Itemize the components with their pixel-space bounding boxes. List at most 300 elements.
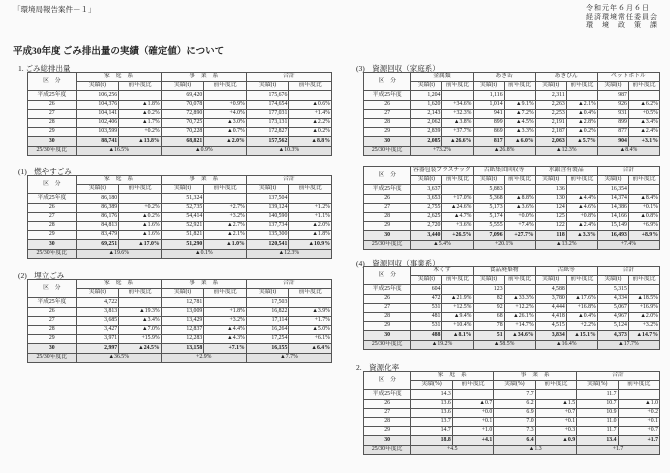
table-cell: +17.0% [442,194,473,203]
table-cell: 14.3 [411,390,452,399]
group-header: 事 業 系 [161,280,246,289]
table-cell: ▲0.7 [452,399,493,408]
table-cell: 16,493 [597,231,628,240]
unit-header: 実績(t) [473,82,504,91]
table-cell: 17,503 [246,298,289,307]
group-header: 家 庭 系 [76,280,161,289]
table-cell: 3,637 [411,185,442,194]
sec1-title: 1. ごみ総排出量 [18,64,71,73]
footer-value: ▲12.3% [246,249,331,258]
table-cell: 2,187 [535,128,566,137]
table-cell: ▲19.3% [119,307,162,316]
ratio-header: 前年度比 [289,185,332,194]
table-cell: ▲8.8% [289,137,332,146]
sec2-table [363,371,660,455]
sec3-table-b [363,166,660,250]
group-header: 水銀含有製品 [535,167,597,176]
table-cell [504,91,535,100]
table-cell: 488 [411,331,442,340]
table-cell: 4,373 [597,331,628,340]
table-cell: +16.8% [566,303,597,312]
committee: 経済環境常任委員会 [586,12,658,21]
footer-value: ▲19.2% [411,340,473,349]
table-cell: ▲0.6% [289,100,332,109]
table-cell: +15.9% [119,335,162,344]
table-cell: 2,063 [535,137,566,146]
table-cell: +1.0 [452,427,493,436]
table-cell: 13.7 [411,417,452,426]
table-cell: 10.7 [577,399,618,408]
ratio-header: 前年度比 [119,289,162,298]
report-tag: 「環境局報告案件－１」 [13,5,96,14]
row-label: 27 [364,408,411,417]
footer-value: ▲13.2% [535,240,597,249]
kubun-header: 区 分 [364,73,411,91]
table-cell: ▲1.7% [119,118,162,127]
unit-header: 実績(%) [577,381,618,390]
row-label: 27 [364,203,411,212]
table-cell: ▲7.2% [504,109,535,118]
table-cell: 7.0 [494,417,535,426]
table-cell: 7.7 [494,390,535,399]
table-cell [452,390,493,399]
table-row [28,118,332,127]
footer-value: ▲7.7% [246,353,331,362]
row-label: 26 [364,294,411,303]
table-cell [566,91,597,100]
table-cell: 140,590 [246,212,289,221]
table-cell: ▲0.8% [628,212,659,221]
group-header: ペットボトル [597,73,659,82]
row-label: 平成25年度 [28,91,77,100]
table-cell: 6.2 [494,399,535,408]
table-cell [442,91,473,100]
sec1a-title: (1) 燃やすごみ [18,167,72,176]
table-row [364,436,660,445]
footer-row [364,445,660,454]
table-cell: 1,204 [411,91,442,100]
table-cell: 172,827 [246,128,289,137]
table-cell: 1,116 [473,91,504,100]
table-cell: 12,781 [161,298,204,307]
row-label: 27 [28,212,77,221]
table-cell: ▲24.5% [119,344,162,353]
unit-header: 実績(t) [535,82,566,91]
table-cell: 118 [535,231,566,240]
table-cell: 173,131 [246,118,289,127]
footer-label: 25/30年度比 [28,146,77,155]
table-cell: 4,967 [597,312,628,321]
table-cell: 16,155 [246,344,289,353]
sec2-title: 2. 資源化率 [356,363,400,372]
group-header: 合計 [246,280,331,289]
table-cell: 941 [473,109,504,118]
ratio-header: 前年度比 [618,381,659,390]
table-row [364,408,660,417]
footer-value: ▲19.6% [76,249,161,258]
table-cell: 3,653 [411,194,442,203]
sec4-title: (4) 資源回収（事業系） [356,259,440,268]
footer-row [364,240,660,249]
table-cell: +2.7% [204,203,247,212]
table-row [364,399,660,408]
table-cell: 104,376 [76,100,119,109]
row-label: 30 [28,137,77,146]
row-label: 29 [364,222,411,231]
group-header: 合計 [597,267,659,276]
table-cell: 18.8 [411,436,452,445]
kubun-header: 区 分 [28,280,77,298]
table-cell: 14,374 [597,194,628,203]
table-cell: +1.7 [618,436,659,445]
table-cell: 1,620 [411,100,442,109]
table-cell: 4,444 [535,303,566,312]
table-row [28,100,332,109]
ratio-header: 前年度比 [204,185,247,194]
header-block [586,4,658,30]
table-cell: +27.7% [504,231,535,240]
table-cell: ▲0.2% [289,128,332,137]
table-cell: +37.7% [442,128,473,137]
table-cell: 102,406 [76,118,119,127]
table-cell: +0.2 [618,408,659,417]
ratio-header: 前年度比 [442,176,473,185]
group-header: 古紙等 [535,267,597,276]
group-header: 家 庭 系 [411,372,494,381]
table-cell: 899 [473,118,504,127]
row-label: 28 [28,325,77,334]
table-cell: ▲26.1% [504,312,535,321]
table-cell: 17,114 [246,316,289,325]
table-cell: 3,971 [76,335,119,344]
kubun-header: 区 分 [364,167,411,185]
table-cell: 3,780 [535,294,566,303]
unit-header: 実績(t) [246,289,289,298]
table-cell: +2.2% [566,322,597,331]
table-cell: 16,264 [246,325,289,334]
sec1-table [27,72,332,156]
row-label: 29 [28,128,77,137]
table-row [28,194,332,203]
table-cell: 1,014 [473,100,504,109]
table-cell: 16,354 [597,185,628,194]
table-cell: 2,997 [76,344,119,353]
row-label: 28 [364,312,411,321]
table-cell: 122 [535,222,566,231]
unit-header: 実績(t) [76,289,119,298]
row-label: 30 [364,231,411,240]
sec3-title: (3) 資源回収（家庭系） [356,64,440,73]
header-row [28,176,332,185]
table-cell: ▲33.3% [504,294,535,303]
footer-label: 25/30年度比 [364,445,411,454]
sec4-table [363,266,660,350]
table-cell: 70,228 [161,128,204,137]
table-cell: 2,720 [411,222,442,231]
table-cell: 13.4 [577,436,618,445]
table-cell: ▲14.7% [628,331,659,340]
table-cell: ▲2.2% [289,118,332,127]
table-cell: 135,300 [246,231,289,240]
table-cell: 14,386 [597,203,628,212]
table-cell: +3.6% [442,222,473,231]
table-cell: 13,158 [161,344,204,353]
table-cell: +0.1 [618,417,659,426]
table-cell: 52,921 [161,221,204,230]
table-cell: ▲2.7% [204,221,247,230]
table-row [364,137,660,146]
table-cell: ▲1.0% [204,240,247,249]
table-cell: ▲2.1% [204,231,247,240]
table-row [28,231,332,240]
unit-header: 実績(t) [535,176,566,185]
group-header: 金属類 [411,73,473,82]
footer-value: ▲36.5% [76,353,161,362]
table-cell: +6.1% [289,335,332,344]
table-cell: 68,821 [161,137,204,146]
row-label: 28 [28,221,77,230]
footer-label: 25/30年度比 [364,146,411,155]
table-row [364,231,660,240]
table-row [28,137,332,146]
row-label: 平成25年度 [364,285,411,294]
table-cell: 899 [597,118,628,127]
table-cell: +0.5% [628,109,659,118]
table-cell: +0.8% [566,212,597,221]
table-cell: +6.9% [628,222,659,231]
table-cell: ▲1.5 [535,399,576,408]
table-cell [442,285,473,294]
ratio-header: 前年度比 [504,176,535,185]
table-cell: ▲10.9% [289,240,332,249]
table-cell [204,298,247,307]
table-cell: +0.9% [204,100,247,109]
table-cell: 6.4 [494,436,535,445]
footer-value: ▲16.5% [76,146,161,155]
kubun-header: 区 分 [28,73,77,91]
table-cell: 5,124 [597,322,628,331]
footer-row [28,353,332,362]
table-cell: 3,685 [76,316,119,325]
table-cell [535,390,576,399]
table-cell: 13.6 [411,408,452,417]
unit-header: 実績(t) [597,82,628,91]
table-cell: ▲2.1% [566,100,597,109]
table-row [364,427,660,436]
footer-value: +4.5 [411,445,494,454]
table-cell: +8.9% [628,231,659,240]
table-cell: 5,315 [597,285,628,294]
table-cell: ▲4.4% [204,325,247,334]
row-label: 29 [28,231,77,240]
ratio-header: 前年度比 [504,276,535,285]
table-row [28,203,332,212]
table-cell: +0.1% [628,203,659,212]
table-cell: 137,734 [246,221,289,230]
row-label: 30 [364,436,411,445]
table-cell: 4,515 [535,322,566,331]
table-row [364,91,660,100]
unit-header: 実績(t) [161,289,204,298]
table-row [364,322,660,331]
ratio-header: 前年度比 [566,82,597,91]
table-cell: +16.9% [628,303,659,312]
unit-header: 実績(t) [473,276,504,285]
table-cell: ▲8.1% [442,331,473,340]
footer-value: ▲5.4% [411,240,473,249]
table-cell: 78 [473,322,504,331]
table-cell: ▲3.0% [204,118,247,127]
table-cell [119,91,162,100]
table-cell: 123 [473,285,504,294]
group-header: あき缶 [473,73,535,82]
table-cell: +26.5% [442,231,473,240]
header-row [364,372,660,381]
table-cell: +1.1% [289,212,332,221]
table-cell: 52,735 [161,203,204,212]
table-cell: ▲4.7% [442,212,473,221]
table-cell: +34.6% [442,100,473,109]
table-cell [204,194,247,203]
footer-value: ▲0.9% [161,146,246,155]
ratio-header: 前年度比 [535,381,576,390]
kubun-header: 区 分 [28,176,77,194]
group-header: 家 庭 系 [76,73,161,82]
table-cell: 157,562 [246,137,289,146]
ratio-header: 前年度比 [204,82,247,91]
table-cell: 13,429 [161,316,204,325]
table-cell: 869 [473,128,504,137]
table-cell: 817 [473,137,504,146]
table-cell: ▲2.0% [204,137,247,146]
ratio-header: 前年度比 [289,82,332,91]
footer-value: +2.9% [161,353,246,362]
unit-header: 実績(t) [411,176,442,185]
header-row [364,73,660,82]
table-cell [566,285,597,294]
table-cell: ▲3.4% [628,118,659,127]
table-cell: 139,124 [246,203,289,212]
table-cell: ▲9.1% [504,100,535,109]
table-cell: ▲5.7% [566,137,597,146]
ratio-header: 前年度比 [442,82,473,91]
footer-label: 25/30年度比 [364,240,411,249]
table-cell: 2,625 [411,212,442,221]
table-row [28,109,332,118]
ratio-header: 前年度比 [442,276,473,285]
table-cell: +12.2% [504,303,535,312]
group-header: 事 業 系 [494,372,577,381]
unit-header: 実績(t) [597,276,628,285]
table-cell: +1.8% [204,307,247,316]
table-cell [442,185,473,194]
table-cell: ▲6.0% [504,137,535,146]
unit-header: 実績(%) [411,381,452,390]
table-cell: +0.1 [452,417,493,426]
table-cell: ▲0.7% [204,128,247,137]
table-row [364,128,660,137]
table-cell: ▲5.0% [289,325,332,334]
table-cell: 103,599 [76,128,119,137]
table-cell: +4.0% [204,109,247,118]
table-cell: +3.2% [204,212,247,221]
table-cell: +32.3% [442,109,473,118]
table-cell: 604 [411,285,442,294]
footer-value: ▲8.4% [597,146,659,155]
table-cell: 12,283 [161,335,204,344]
table-cell: ▲1.8% [289,231,332,240]
table-cell: ▲0.2% [566,128,597,137]
sec1a-table [27,175,332,259]
group-header: 容器包装プラスチック [411,167,473,176]
footer-value: ▲16.4% [535,340,597,349]
table-cell [204,91,247,100]
table-cell: ▲26.6% [442,137,473,146]
row-label: 29 [364,427,411,436]
bureau: 環 境 政 策 課 [586,21,658,30]
table-cell [289,91,332,100]
table-cell: ▲3.9% [289,307,332,316]
table-cell: 86,180 [76,194,119,203]
table-cell [504,185,535,194]
table-row [364,312,660,321]
table-cell: 5,555 [473,222,504,231]
table-cell: 4,588 [535,285,566,294]
group-header: 合計 [597,167,659,176]
table-row [28,91,332,100]
table-cell: 14.7 [411,427,452,436]
table-cell: ▲6.4% [289,344,332,353]
unit-header: 実績(t) [161,185,204,194]
footer-label: 25/30年度比 [28,353,77,362]
table-cell: 106,256 [76,91,119,100]
footer-row [28,146,332,155]
table-cell: +14.7% [504,322,535,331]
table-cell [618,390,659,399]
table-cell: 83,479 [76,231,119,240]
header-row [28,73,332,82]
table-row [364,194,660,203]
group-header: 事 業 系 [161,176,246,185]
table-cell: ▲13.8% [119,137,162,146]
table-cell: 84,813 [76,221,119,230]
table-row [28,221,332,230]
table-cell: ▲1.8% [119,100,162,109]
table-cell: ▲2.4% [628,128,659,137]
table-cell: 5,368 [473,194,504,203]
footer-value: +7.4% [597,240,659,249]
table-cell [628,91,659,100]
table-cell: 120,541 [246,240,289,249]
table-cell: 3,440 [411,231,442,240]
group-header: 家 庭 系 [76,176,161,185]
date: 令和元年６月６日 [586,4,650,12]
table-cell: 6.9 [494,408,535,417]
footer-value: +1.7 [577,445,660,454]
table-cell: ▲4.3% [204,335,247,344]
table-cell: ▲17.6% [566,294,597,303]
table-cell: 2,263 [535,100,566,109]
table-cell: 14,166 [597,212,628,221]
table-row [364,118,660,127]
table-row [364,390,660,399]
table-cell: 137,504 [246,194,289,203]
table-cell: 16,822 [246,307,289,316]
table-row [28,298,332,307]
table-row [364,212,660,221]
table-cell: 2,191 [535,118,566,127]
table-cell: 931 [597,109,628,118]
